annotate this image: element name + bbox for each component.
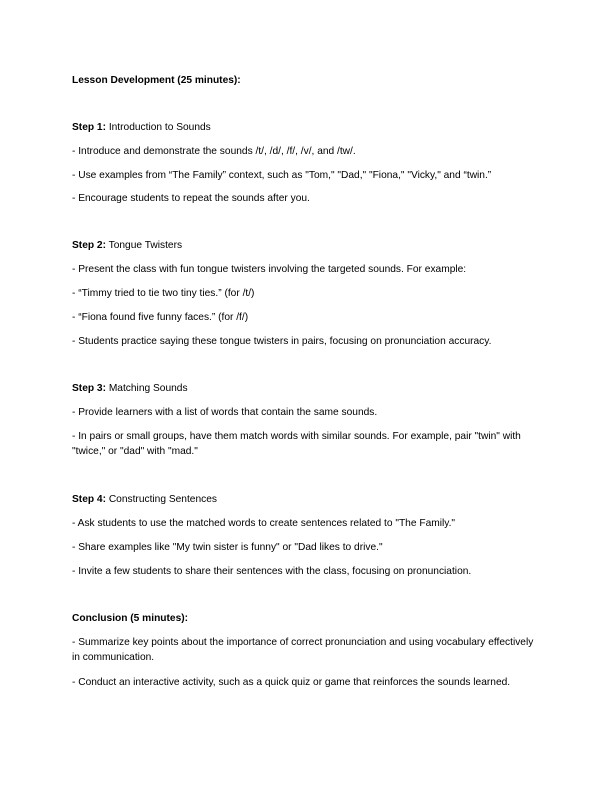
step-2-point: - “Timmy tried to tie two tiny ties.” (for /t/)	[72, 288, 255, 299]
conclusion-point: - Conduct an interactive activity, such as a quick quiz or game that reinforces the sounds learned.	[72, 677, 511, 688]
conclusion-point: - Summarize key points about the importance of correct pronunciation and using vocabulary effectively in communication.	[72, 637, 534, 663]
step-name: Tongue Twisters	[108, 240, 183, 251]
step-name: Constructing Sentences	[108, 494, 217, 505]
step-label: Step 3:	[72, 383, 106, 394]
step-3-heading	[72, 383, 188, 394]
step-2-heading	[72, 240, 182, 251]
step-1-point: - Encourage students to repeat the sounds after you.	[72, 193, 310, 204]
section-heading-lesson-development: Lesson Development (25 minutes):	[72, 75, 241, 86]
step-1-heading	[72, 122, 211, 133]
step-4-point: - Share examples like "My twin sister is funny" or "Dad likes to drive."	[72, 542, 383, 553]
step-1-point: - Introduce and demonstrate the sounds /t/, /d/, /f/, /v/, and /tw/.	[72, 146, 356, 157]
step-2-point: - “Fiona found five funny faces.” (for /f/)	[72, 312, 249, 323]
step-name: Matching Sounds	[108, 383, 188, 394]
step-2-point: - Present the class with fun tongue twisters involving the targeted sounds. For example:	[72, 264, 467, 275]
step-4-point: - Ask students to use the matched words to create sentences related to "The Family."	[72, 518, 456, 529]
step-4-heading	[72, 494, 217, 505]
step-3-point: - Provide learners with a list of words that contain the same sounds.	[72, 407, 378, 418]
step-name: Introduction to Sounds	[108, 122, 211, 133]
step-1-point: - Use examples from “The Family” context, such as "Tom," "Dad," "Fiona," "Vicky," and “twin.”	[72, 170, 492, 181]
step-label: Step 2:	[72, 240, 106, 251]
step-3-point: - In pairs or small groups, have them match words with similar sounds. For example, pair "twin" with "twice," or "dad" with "mad."	[72, 431, 521, 457]
step-4-point: - Invite a few students to share their sentences with the class, focusing on pronunciation.	[72, 566, 472, 577]
step-label: Step 4:	[72, 494, 106, 505]
step-2-point: - Students practice saying these tongue twisters in pairs, focusing on pronunciation accuracy.	[72, 336, 492, 347]
step-label: Step 1:	[72, 122, 106, 133]
section-heading-conclusion: Conclusion (5 minutes):	[72, 613, 189, 624]
